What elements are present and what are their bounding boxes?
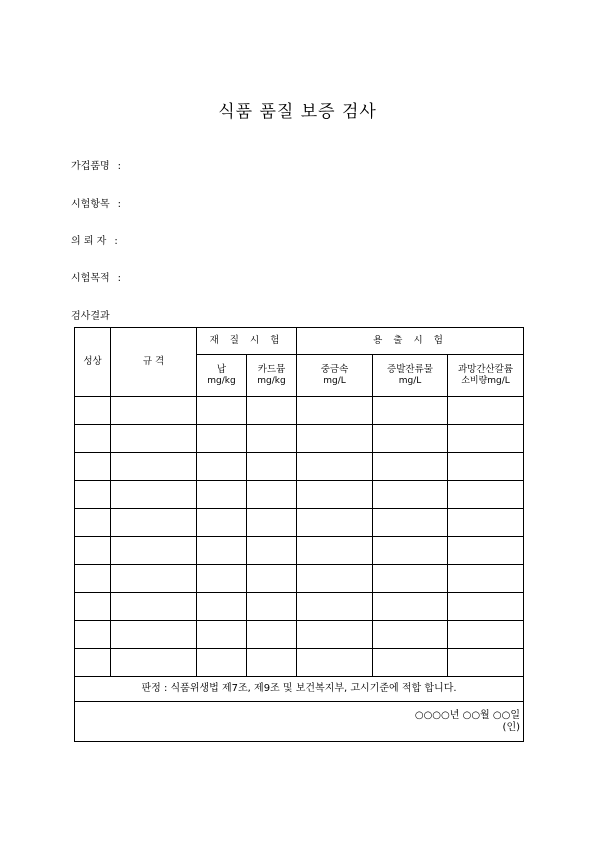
table-cell[interactable] [373,565,448,593]
table-cell[interactable] [197,397,247,425]
date-line: ○○○○년 ○○월 ○○일 [414,709,521,721]
field-purpose [71,269,121,284]
table-cell[interactable] [247,397,297,425]
table-cell[interactable] [247,621,297,649]
table-row [75,649,524,677]
header-kmno4 [448,355,524,397]
results-table [74,327,524,742]
field-requester-label: 의 뢰 자 [71,236,107,247]
header-kmno4-name: 과망간산칼륨 [457,364,514,376]
table-cell[interactable] [448,649,524,677]
table-cell[interactable] [247,593,297,621]
header-heavy-metals-unit: mg/L [323,375,346,386]
table-cell[interactable] [297,565,373,593]
header-residue [373,355,448,397]
table-cell[interactable] [197,453,247,481]
table-cell[interactable] [297,481,373,509]
table-cell[interactable] [247,509,297,537]
field-purpose-colon: : [117,273,122,284]
table-cell[interactable] [373,481,448,509]
table-row [75,397,524,425]
table-cell[interactable] [111,509,197,537]
header-row-1 [75,328,524,355]
seal-mark: (인) [502,721,521,733]
header-lead-name: 납 [216,364,227,376]
table-cell[interactable] [247,565,297,593]
table-row [75,537,524,565]
header-appearance: 성상 [75,328,111,397]
table-row [75,565,524,593]
header-cadmium-unit: mg/kg [257,375,286,386]
table-cell[interactable] [448,397,524,425]
field-test-items [71,195,121,210]
table-cell[interactable] [111,621,197,649]
table-cell[interactable] [373,537,448,565]
table-cell[interactable] [297,649,373,677]
table-cell[interactable] [297,425,373,453]
field-requester-colon: : [114,236,118,247]
table-cell[interactable] [111,649,197,677]
field-requester [71,232,118,247]
table-cell[interactable] [75,425,111,453]
table-cell[interactable] [111,397,197,425]
table-cell[interactable] [197,537,247,565]
table-cell[interactable] [75,537,111,565]
table-cell[interactable] [75,481,111,509]
table-cell[interactable] [111,481,197,509]
table-cell[interactable] [75,649,111,677]
header-cadmium [247,355,297,397]
table-cell[interactable] [111,453,197,481]
table-cell[interactable] [448,593,524,621]
table-cell[interactable] [373,593,448,621]
table-cell[interactable] [247,649,297,677]
header-elution-test: 용 출 시 험 [297,328,524,355]
table-cell[interactable] [197,565,247,593]
table-cell[interactable] [197,649,247,677]
table-row [75,481,524,509]
table-cell[interactable] [297,621,373,649]
table-cell[interactable] [75,453,111,481]
field-test-items-label: 시험항목 [71,199,110,210]
table-cell[interactable] [197,621,247,649]
table-cell[interactable] [373,509,448,537]
table-cell[interactable] [373,621,448,649]
table-row [75,453,524,481]
verdict-row [75,677,524,702]
signoff-cell [75,702,524,742]
table-cell[interactable] [297,453,373,481]
signoff-row [75,702,524,742]
header-heavy-metals-name: 중금속 [320,364,349,376]
table-cell[interactable] [197,509,247,537]
header-residue-unit: mg/L [398,375,422,386]
table-cell[interactable] [448,453,524,481]
table-cell[interactable] [197,481,247,509]
header-material-test: 재 질 시 험 [197,328,297,355]
table-cell[interactable] [448,565,524,593]
table-cell[interactable] [373,425,448,453]
table-cell[interactable] [297,537,373,565]
table-cell[interactable] [448,537,524,565]
table-cell[interactable] [297,509,373,537]
table-cell[interactable] [111,593,197,621]
page-title: 식품 품질 보증 검사 [218,102,377,122]
table-row [75,509,524,537]
header-spec: 규 격 [111,328,197,397]
table-cell[interactable] [197,593,247,621]
header-residue-name: 증발잔류물 [387,364,433,376]
table-cell[interactable] [111,425,197,453]
table-cell[interactable] [75,593,111,621]
table-cell[interactable] [448,481,524,509]
table-row [75,621,524,649]
table-cell[interactable] [448,621,524,649]
table-cell[interactable] [297,593,373,621]
table-cell[interactable] [111,537,197,565]
table-cell[interactable] [197,425,247,453]
field-product-name-colon: : [117,161,122,172]
table-cell[interactable] [75,509,111,537]
header-lead-unit: mg/kg [207,375,236,386]
table-cell[interactable] [448,425,524,453]
table-cell[interactable] [373,649,448,677]
table-cell[interactable] [247,453,297,481]
table-cell[interactable] [448,509,524,537]
table-cell[interactable] [111,565,197,593]
table-cell[interactable] [247,537,297,565]
field-test-items-colon: : [117,199,122,210]
table-cell[interactable] [75,397,111,425]
table-cell[interactable] [247,425,297,453]
table-cell[interactable] [373,397,448,425]
table-row [75,425,524,453]
section-label-results: 검사결과 [71,311,110,322]
verdict-text: 판정 : 식품위생법 제7조, 제9조 및 보건복지부, 고시기준에 적합 합니다. [75,677,524,702]
header-kmno4-unit: 소비량mg/L [461,375,510,386]
table-cell[interactable] [373,453,448,481]
table-row [75,593,524,621]
field-product-name-label: 가겁품명 [71,161,110,172]
table-cell[interactable] [75,565,111,593]
table-cell[interactable] [247,481,297,509]
field-purpose-label: 시험목적 [71,273,110,284]
table-cell[interactable] [297,397,373,425]
header-heavy-metals [297,355,373,397]
table-cell[interactable] [75,621,111,649]
field-product-name [71,157,121,172]
header-lead [197,355,247,397]
header-cadmium-name: 카드뮴 [257,364,286,376]
